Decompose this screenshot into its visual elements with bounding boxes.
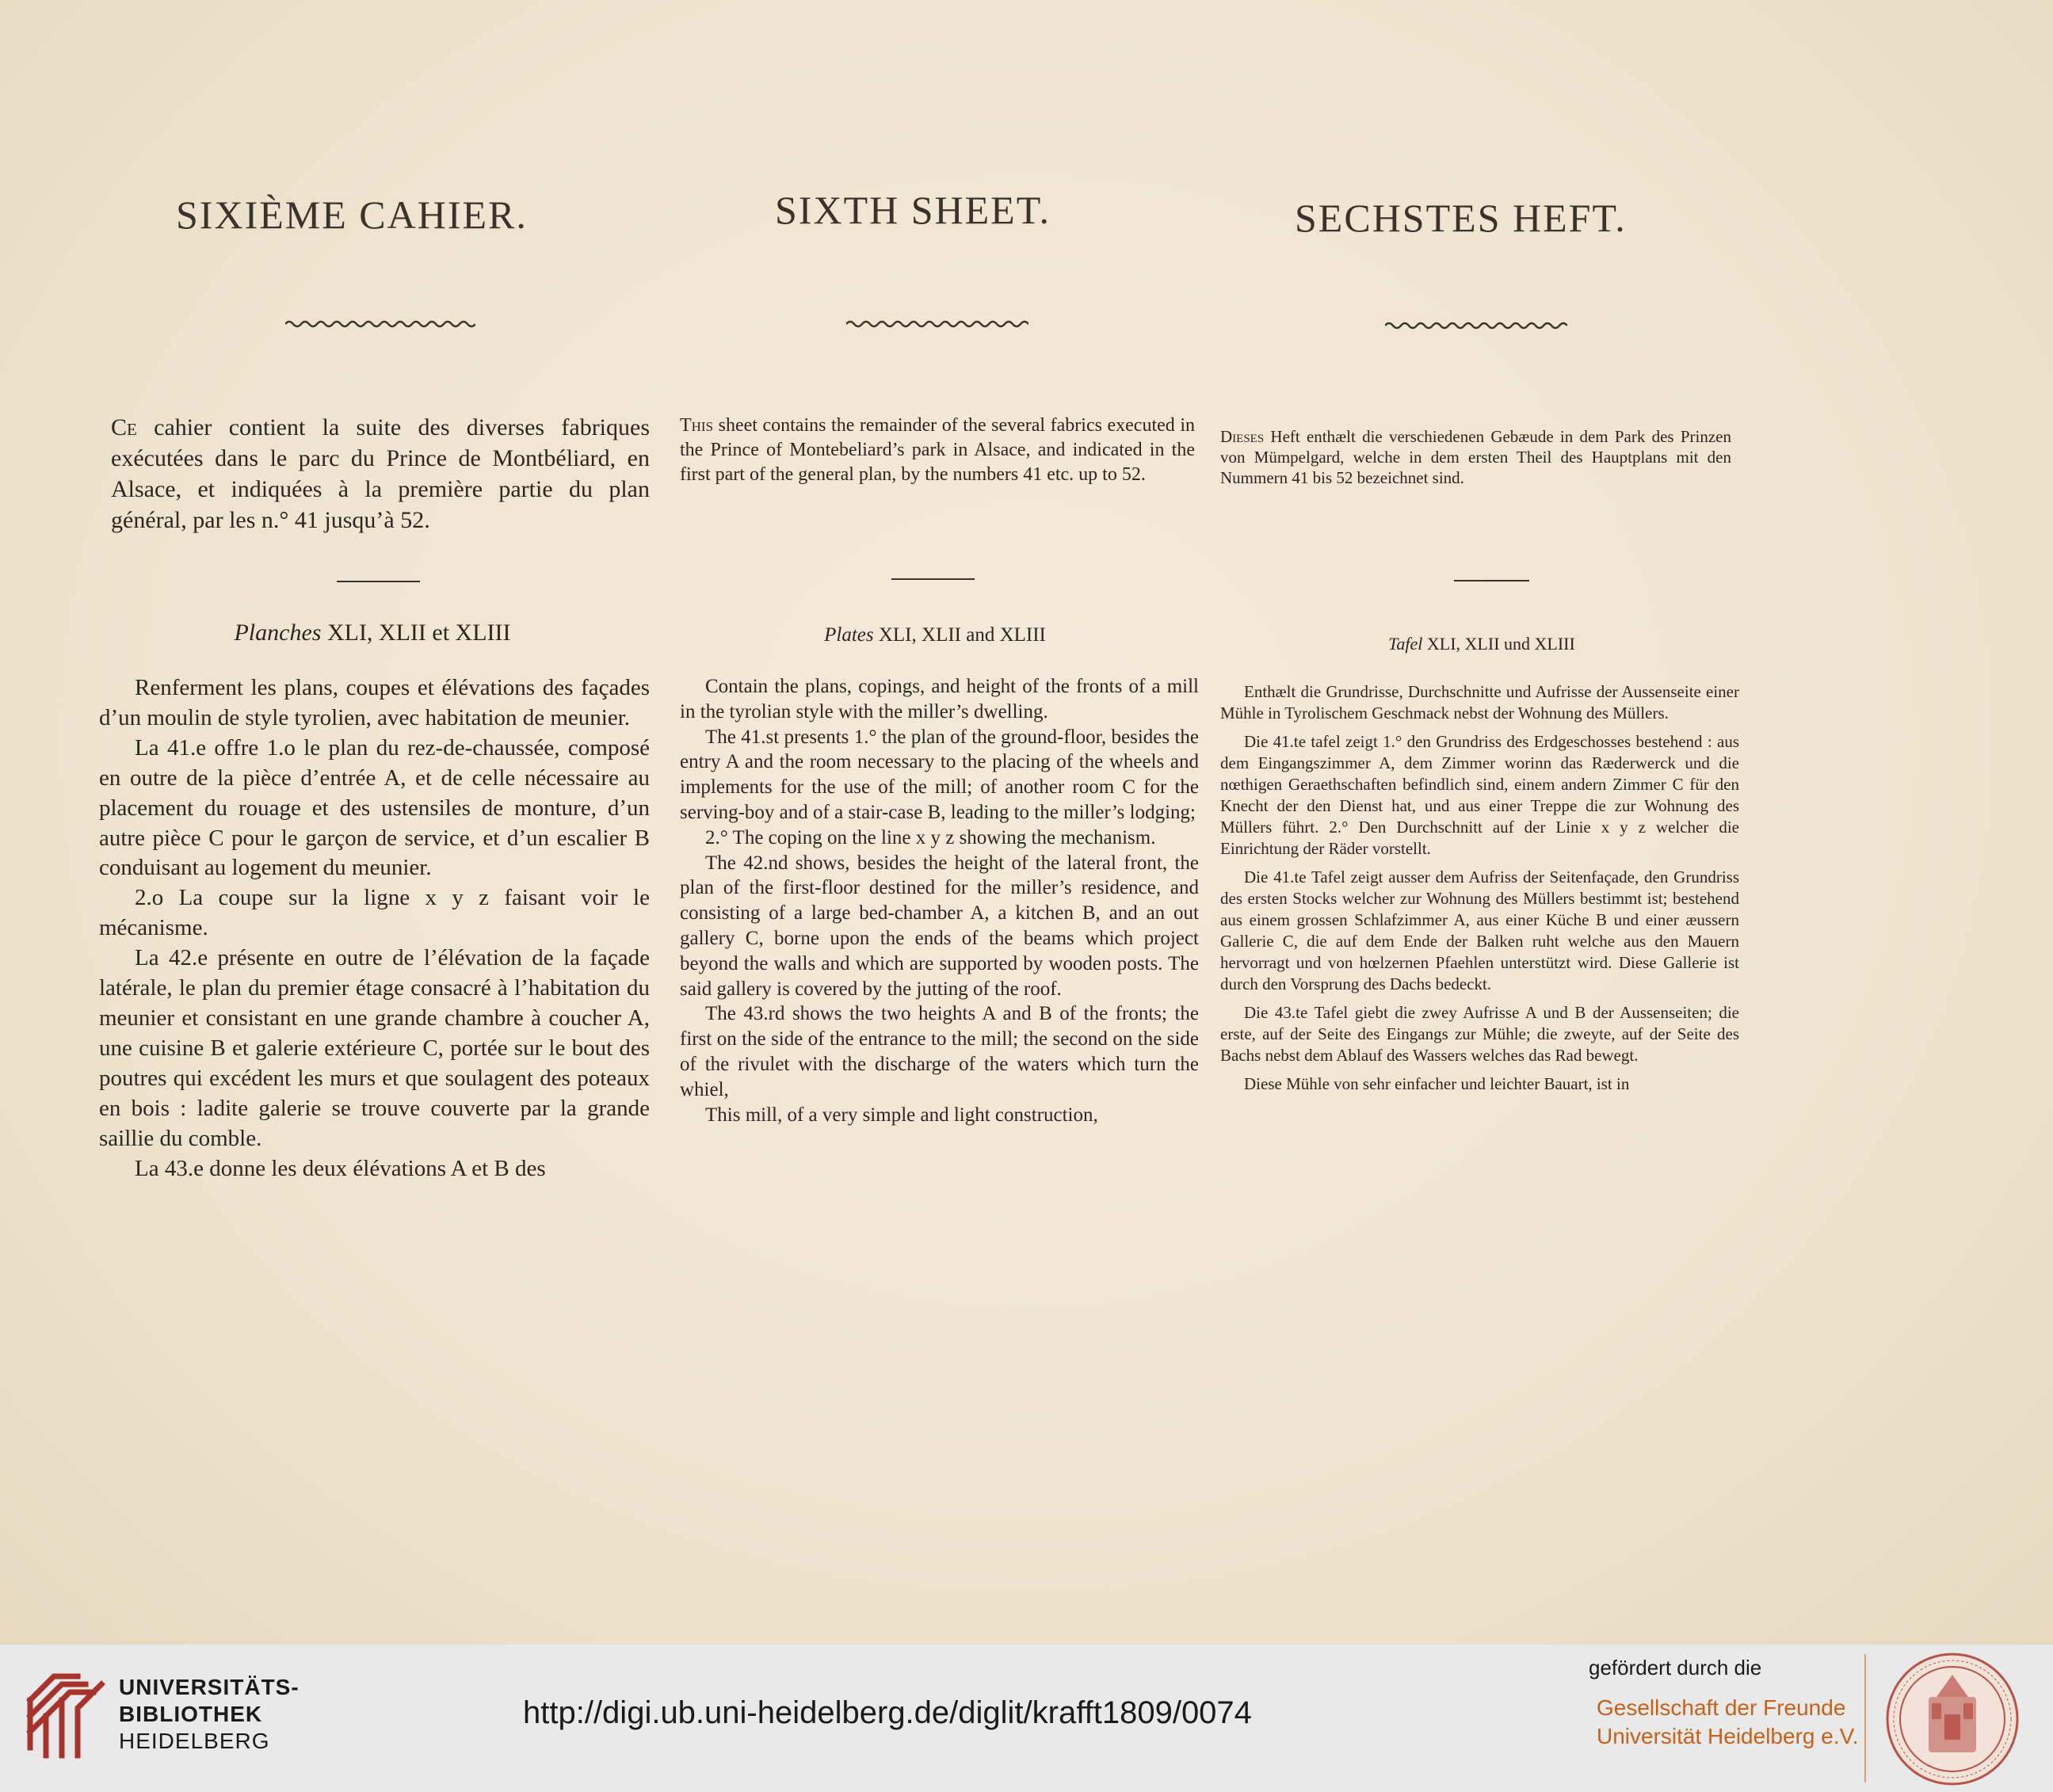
body-text (99, 673, 650, 1184)
library-name-line-2: BIBLIOTHEK (119, 1702, 263, 1726)
plates-heading (1284, 634, 1680, 654)
library-name-line-1: UNIVERSITÄTS- (119, 1675, 300, 1699)
wave-ornament (1385, 320, 1567, 331)
sponsor-name-line-2: Universität Heidelberg e.V. (1597, 1724, 1859, 1748)
paragraph: Die 41.te tafel zeigt 1.° den Grundriss des Erdgeschosses bestehend : aus dem Eingangszimmer A, dem Zimmer worinn das Ræderwerck und die nœthigen Geraethschaften befindlich sind, einem andern Zimmer C für den Knecht der den Dienst hat, und aus einer Treppe die zur Wohnung des Müllers führt. 2.° Den Durchschnitt auf der Linie x y z welcher die Einrichtung der Räder vorstellt. (1220, 732, 1739, 858)
plates-italic: Planches (234, 620, 322, 646)
paragraph: Renferment les plans, coupes et élévations des façades d’un moulin de style tyrolien, avec habitation de meunier. (99, 675, 650, 730)
body-text (680, 674, 1199, 1127)
plates-numbers: XLI, XLII et XLIII (326, 620, 511, 646)
column-title: SIXTH SHEET. (775, 188, 1051, 232)
intro-body: sheet contains the remainder of the several fabrics executed in the Prince of Montebeliard’s park in Alsace, and indicated in the first part of the general plan, by the numbers 41 etc. up to 52. (680, 415, 1196, 485)
intro-lead: Dieses (1220, 427, 1265, 446)
section-rule (891, 578, 975, 580)
intro-body: cahier contient la suite des diverses fabriques exécutées dans le parc du Prince de Montbéliard, en Alsace, et indiquées à la première partie du plan général, par les n.° 41 jusqu’à 52. (111, 414, 651, 533)
paragraph: 2.o La coupe sur la ligne x y z faisant voir le mécanisme. (99, 885, 650, 941)
library-logo-icon[interactable] (22, 1668, 117, 1763)
body-text (1220, 681, 1739, 1102)
paragraph: Contain the plans, copings, and height of the fronts of a mill in the tyrolian style with the miller’s dwelling. (680, 676, 1199, 723)
intro-lead: This (680, 415, 714, 436)
paragraph: The 42.nd shows, besides the height of the lateral front, the plan of the first-floor destined for the miller’s residence, and consisting of a large bed-chamber A, a kitchen B, and an out gallery C, borne upon the ends of the beams which project beyond the walls and which are supported by wooden posts. The said gallery is covered by the jutting of the roof. (680, 852, 1199, 1000)
column-title: SECHSTES HEFT. (1295, 196, 1627, 240)
paragraph: La 41.e offre 1.o le plan du rez-de-chaussée, composé en outre de la pièce d’entrée A, et de celle nécessaire au placement du rouage et des ustensiles de monture, d’un autre pièce C pour le garçon de service, et d’un escalier B conduisant au logement du meunier. (99, 734, 650, 881)
paragraph: Enthælt die Grundrisse, Durchschnitte und Aufrisse der Aussenseite einer Mühle in Tyrolischem Geschmack nebst der Wohnung des Müllers. (1220, 682, 1739, 723)
paragraph: La 42.e présente en outre de l’élévation de la façade latérale, le plan du premier étage consacré à l’habitation du meunier et consistant en une grande chambre à coucher A, une cuisine B et galerie extérieure C, portée sur le bout des poutres qui excédent les murs et que soulagent des poteaux en bois : ladite galerie se trouve couverte par la grande saillie du comble. (99, 945, 650, 1151)
intro-lead: Ce (111, 414, 137, 440)
library-name-line-3: HEIDELBERG (119, 1729, 270, 1753)
plates-italic: Tafel (1388, 634, 1423, 654)
sponsor-label: gefördert durch die (1589, 1656, 1762, 1680)
intro-text (1220, 426, 1731, 488)
column-title: SIXIÈME CAHIER. (176, 193, 528, 237)
paragraph: 2.° The coping on the line x y z showing the mechanism. (705, 826, 1156, 848)
plates-heading (174, 620, 570, 646)
paragraph: The 43.rd shows the two heights A and B of the fronts; the first on the side of the entrance to the mill; the second on the side of the rivulet with the discharge of the waters which turn the whiel, (680, 1003, 1199, 1100)
paragraph: This mill, of a very simple and light construction, (705, 1104, 1098, 1126)
permalink-url[interactable]: http://digi.ub.uni-heidelberg.de/diglit/krafft1809/0074 (523, 1695, 1252, 1730)
intro-text (111, 412, 650, 536)
plates-numbers: XLI, XLII and XLIII (878, 624, 1046, 646)
section-rule (337, 581, 420, 582)
paragraph: La 43.e donne les deux élévations A et B des (135, 1155, 546, 1181)
intro-text (680, 414, 1195, 487)
plates-heading (737, 624, 1133, 646)
university-seal-icon[interactable] (1884, 1651, 2021, 1787)
footer-bar (0, 1645, 2053, 1792)
paragraph: The 41.st presents 1.° the plan of the ground-floor, besides the entry A and the room necessary to the placing of the wheels and implements for the use of the mill; of another room C for the serving-boy and of a stair-case B, leading to the miller’s lodging; (680, 726, 1199, 823)
sponsor-name-line-1: Gesellschaft der Freunde (1597, 1695, 1846, 1720)
wave-ornament (846, 318, 1028, 330)
paragraph: Die 43.te Tafel giebt die zwey Aufrisse A und B der Aussenseiten; die erste, auf der Seite des Eingangs zur Mühle; die zweyte, auf der Seite des Bachs nebst dem Ablauf des Wassers welches das Rad bewegt. (1220, 1003, 1739, 1065)
section-rule (1454, 580, 1529, 581)
paragraph: Diese Mühle von sehr einfacher und leichter Bauart, ist in (1244, 1074, 1630, 1093)
footer-divider (1864, 1654, 1866, 1782)
plates-numbers: XLI, XLII und XLIII (1426, 634, 1575, 654)
intro-body: Heft enthælt die verschiedenen Gebæude in dem Park des Prinzen von Mümpelgard, welche in dem ersten Theil des Hauptplans mit den Nummern 41 bis 52 bezeichnet sind. (1220, 427, 1732, 487)
paragraph: Die 41.te Tafel zeigt ausser dem Aufriss der Seitenfaçade, den Grundriss des ersten Stocks welcher zur Wohnung des Müllers bestimmt ist; bestehend aus einem grossen Schlafzimmer A, aus einer Küche B und einer æussern Gallerie C, die auf dem Ende der Balken ruht welche aus den Mauern hervorragt und von hœlzernen Pfaehlen unterstützt wird. Diese Gallerie ist durch den Vorsprung des Dachs bedeckt. (1220, 867, 1739, 993)
plates-italic: Plates (824, 624, 874, 646)
wave-ornament (285, 318, 475, 330)
